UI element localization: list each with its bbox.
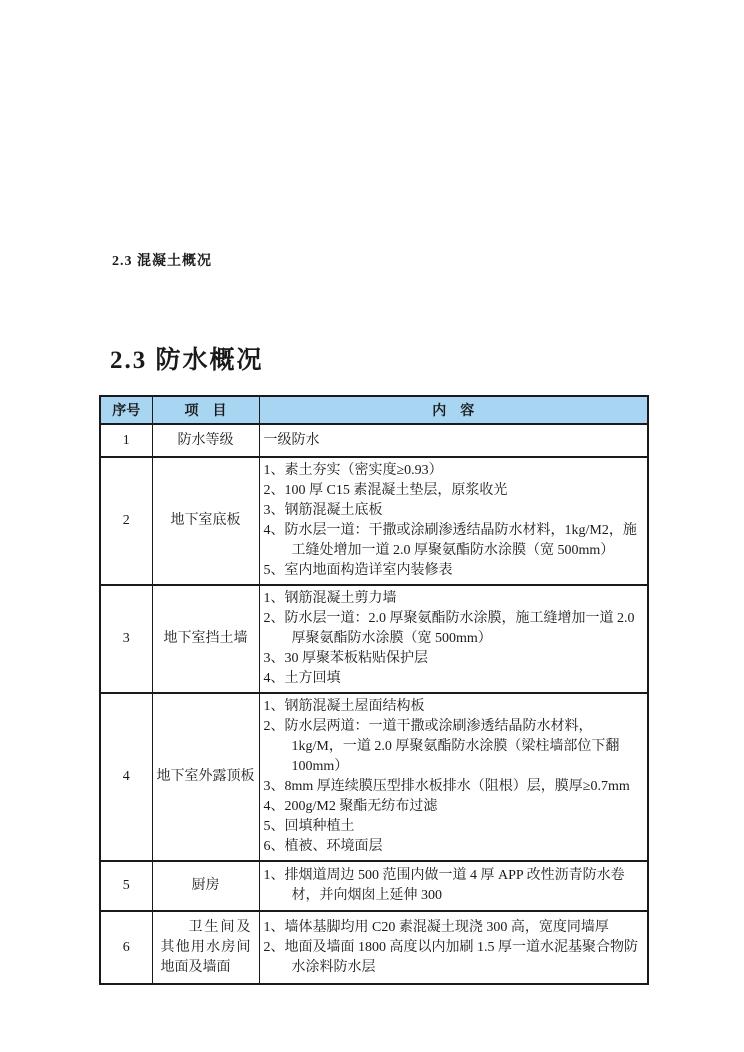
content-line: 一级防水 [263, 432, 320, 448]
row-number-cell: 3 [100, 585, 152, 693]
row-number-cell: 4 [100, 693, 152, 861]
content-cell [259, 457, 648, 585]
content-line: 4、防水层一道：干撒或涂刷渗透结晶防水材料，1kg/M2，施工缝处增加一道 2.0 厚聚氨酯防水涂膜（宽 500mm） [263, 523, 637, 558]
content-line: 5、室内地面构造详室内装修表 [263, 563, 453, 578]
item-name-cell: 地下室底板 [152, 457, 259, 585]
content-line: 3、8mm 厚连续膜压型排水板排水（阻根）层，膜厚≥0.7mm [263, 779, 630, 794]
item-name-cell: 厨房 [152, 861, 259, 911]
item-name-cell: 地下室外露顶板 [152, 693, 259, 861]
item-name-cell: 地下室挡土墙 [152, 585, 259, 693]
column-header: 序号 [100, 396, 152, 424]
content-line: 1、墙体基脚均用 C20 素混凝土现浇 300 高，宽度同墙厚 [263, 919, 609, 935]
row-number-cell: 5 [100, 861, 152, 911]
column-header: 内 容 [259, 396, 648, 424]
table-row [100, 424, 648, 457]
content-line: 3、钢筋混凝土底板 [263, 503, 383, 518]
content-line: 4、土方回填 [263, 671, 341, 686]
row-number-cell: 1 [100, 424, 152, 457]
content-line: 2、地面及墙面 1800 高度以内加刷 1.5 厚一道水泥基聚合物防水涂料防水层 [263, 939, 638, 975]
content-line: 1、钢筋混凝土剪力墙 [263, 591, 397, 606]
table-row [100, 911, 648, 984]
content-line: 1、排烟道周边 500 范围内做一道 4 厚 APP 改性沥青防水卷材，并向烟囱上延伸 300 [263, 868, 625, 903]
content-cell [259, 424, 648, 457]
table-row [100, 861, 648, 911]
content-cell [259, 585, 648, 693]
row-number-cell: 2 [100, 457, 152, 585]
section-heading: 2.3 混凝土概况 [112, 254, 212, 269]
content-line: 2、防水层两道：一道干撒或涂刷渗透结晶防水材料，1kg/M，一道 2.0 厚聚氨酯防水涂膜（梁柱墙部位下翻 100mm） [263, 719, 620, 774]
content-cell [259, 911, 648, 984]
content-line: 1、钢筋混凝土屋面结构板 [263, 699, 425, 714]
content-line: 2、防水层一道：2.0 厚聚氨酯防水涂膜，施工缝增加一道 2.0 厚聚氨酯防水涂膜（宽 500mm） [263, 611, 635, 646]
waterproofing-spec-table [99, 395, 649, 985]
page-title: 2.3 防水概况 [110, 347, 264, 374]
content-line: 2、100 厚 C15 素混凝土垫层，原浆收光 [263, 483, 508, 498]
item-name-cell: 卫生间及其他用水房间地面及墙面 [152, 911, 259, 984]
content-line: 3、30 厚聚苯板粘贴保护层 [263, 651, 428, 666]
content-line: 6、植被、环境面层 [263, 839, 383, 854]
table-header-row [100, 396, 648, 424]
content-cell [259, 693, 648, 861]
table-row [100, 693, 648, 861]
table-row [100, 585, 648, 693]
column-header: 项 目 [152, 396, 259, 424]
content-line: 4、200g/M2 聚酯无纺布过滤 [263, 799, 438, 814]
item-name-cell: 防水等级 [152, 424, 259, 457]
table-row [100, 457, 648, 585]
table-body [100, 424, 648, 984]
content-cell [259, 861, 648, 911]
content-line: 5、回填种植土 [263, 819, 355, 834]
row-number-cell: 6 [100, 911, 152, 984]
content-line: 1、素土夯实（密实度≥0.93） [263, 463, 443, 478]
